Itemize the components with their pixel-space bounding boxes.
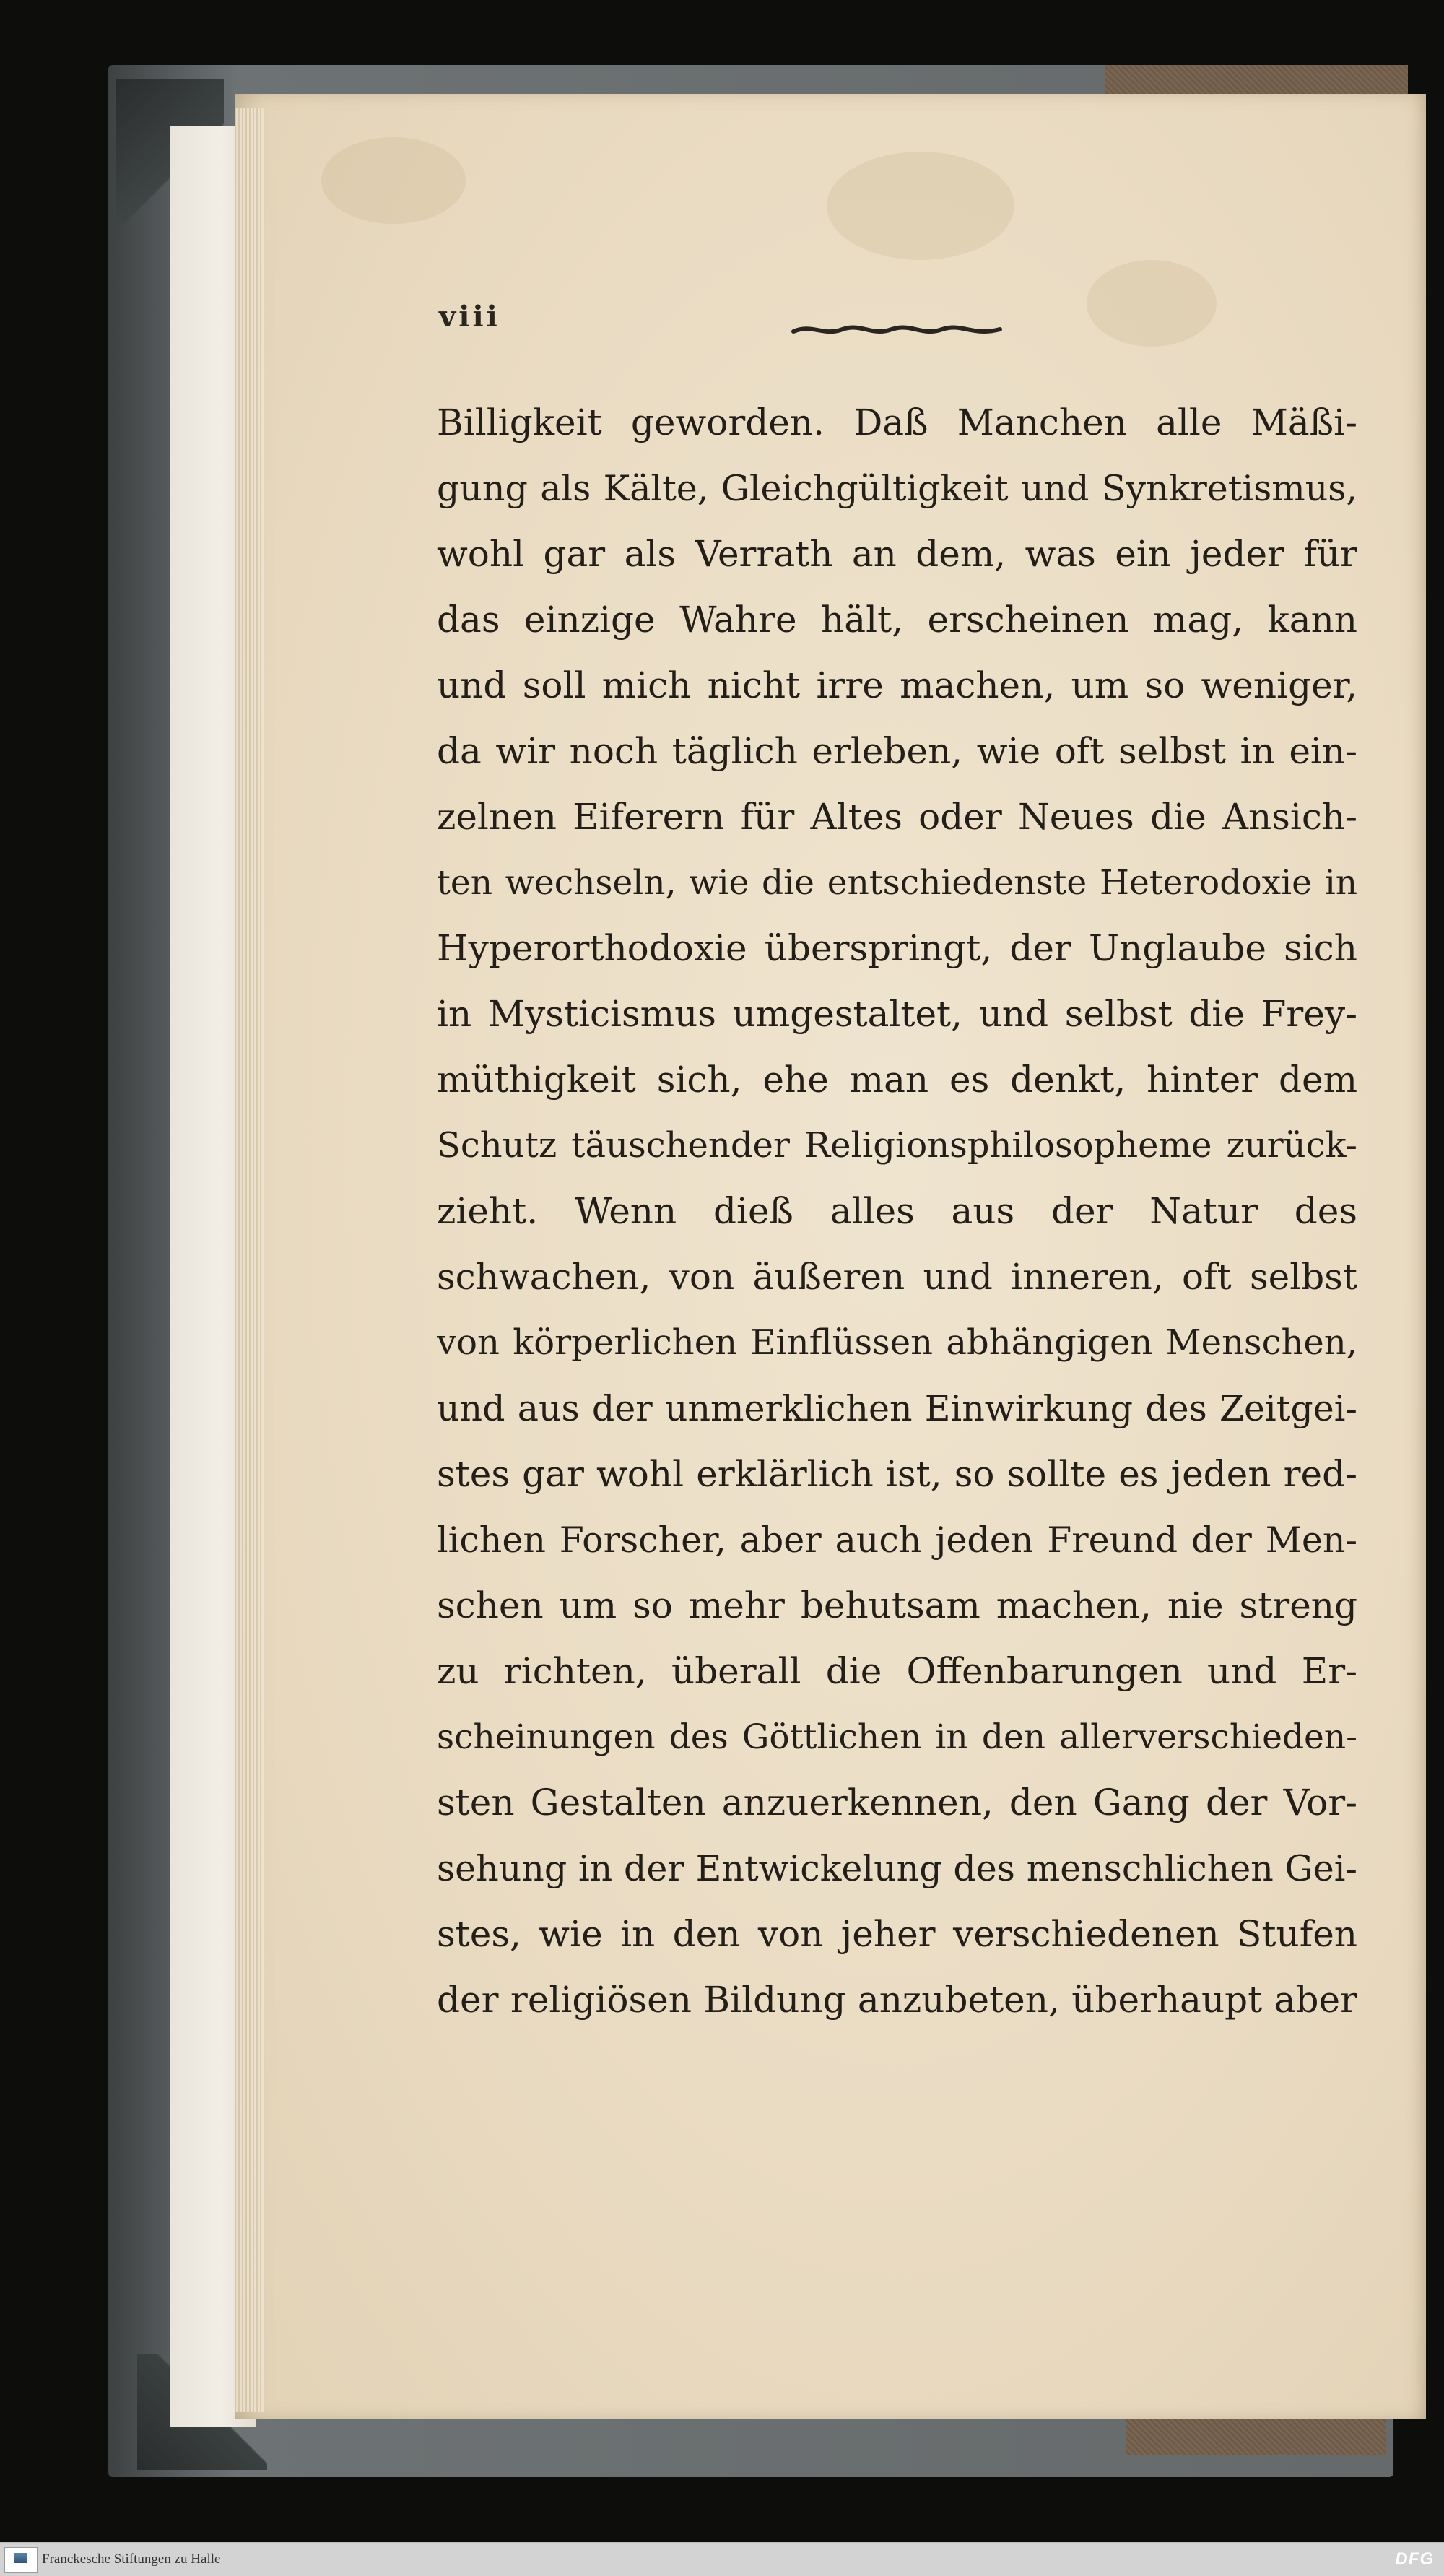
text-line: und soll mich nicht irre machen, um so weniger, <box>437 664 1357 706</box>
text-line: zu richten, überall die Offenbarungen und Er- <box>437 1650 1357 1692</box>
text-line: schen um so mehr behutsam machen, nie streng <box>437 1584 1357 1626</box>
text-line: Hyperorthodoxie überspringt, der Unglaube sich <box>437 927 1357 969</box>
body-text <box>437 390 1357 2033</box>
viewer-footer-bar <box>0 2542 1444 2576</box>
text-line: müthigkeit sich, ehe man es denkt, hinter dem <box>437 1059 1357 1101</box>
page-stack-edges <box>235 108 264 2412</box>
text-line: ten wechseln, wie die entschiedenste Heterodoxie in <box>437 863 1357 903</box>
text-line: das einzige Wahre hält, erscheinen mag, kann <box>437 599 1357 641</box>
header-ornament-icon <box>791 321 1004 339</box>
institution-name: Franckesche Stiftungen zu Halle <box>42 2551 221 2567</box>
text-line: zelnen Eiferern für Altes oder Neues die Ansich- <box>437 796 1357 838</box>
text-line: scheinungen des Göttlichen in den allerverschieden- <box>437 1717 1357 1757</box>
text-line: schwachen, von äußeren und inneren, oft selbst <box>437 1256 1357 1298</box>
text-line: der religiösen Bildung anzubeten, überhaupt aber <box>437 1979 1357 2021</box>
text-line: stes, wie in den von jeher verschiedenen Stufen <box>437 1913 1357 1955</box>
text-line: gung als Kälte, Gleichgültigkeit und Synkretismus, <box>437 468 1357 509</box>
text-line: in Mysticismus umgestaltet, und selbst die Frey- <box>437 993 1357 1035</box>
binding-cloth-top <box>1105 65 1408 95</box>
paper-stain <box>1087 260 1217 347</box>
text-line: und aus der unmerklichen Einwirkung des Zeitgei- <box>437 1388 1357 1429</box>
paper-stain <box>321 137 466 224</box>
text-line: zieht. Wenn dieß alles aus der Natur des <box>437 1190 1357 1232</box>
funder-logo: DFG <box>1395 2549 1434 2569</box>
text-line: wohl gar als Verrath an dem, was ein jeder für <box>437 533 1357 575</box>
text-line: sehung in der Entwickelung des menschlichen Gei- <box>437 1848 1357 1889</box>
paper-stain <box>827 152 1014 260</box>
page-number: viii <box>439 300 500 334</box>
institution-logo-icon <box>4 2547 38 2573</box>
text-line: da wir noch täglich erleben, wie oft selbst in ein- <box>437 730 1357 772</box>
text-line: stes gar wohl erklärlich ist, so sollte es jeden red- <box>437 1453 1357 1495</box>
text-line: Schutz täuschender Religionsphilosopheme zurück- <box>437 1125 1357 1166</box>
text-line: Billigkeit geworden. Daß Manchen alle Mäßi- <box>437 402 1357 443</box>
text-line: von körperlichen Einflüssen abhängigen Menschen, <box>437 1322 1357 1363</box>
text-line: lichen Forscher, aber auch jeden Freund der Men- <box>437 1519 1357 1561</box>
text-line: sten Gestalten anzuerkennen, den Gang der Vor- <box>437 1782 1357 1823</box>
